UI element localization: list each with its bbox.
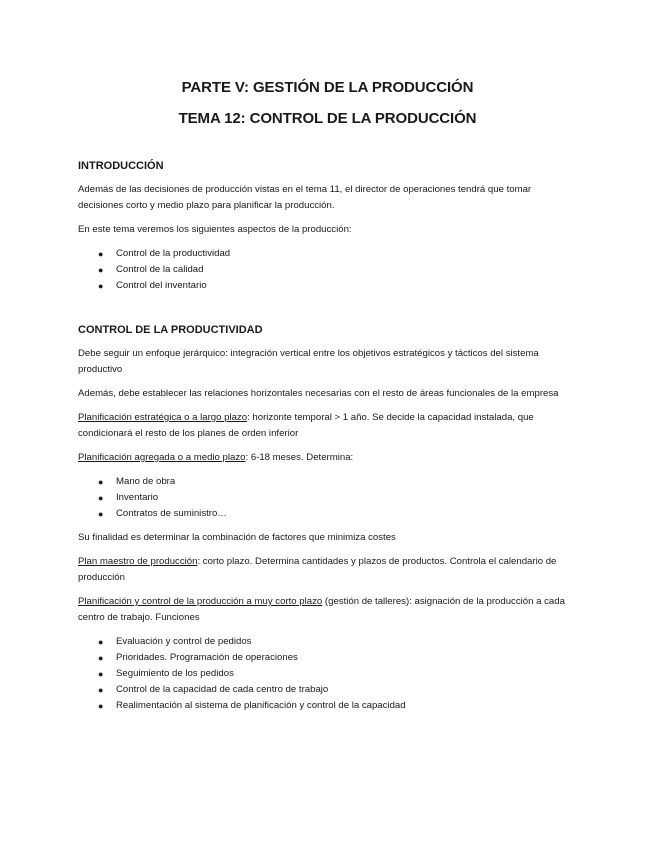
bullet-icon: ● bbox=[98, 637, 104, 647]
list-item: ● Contratos de suministro… bbox=[98, 506, 577, 522]
master-plan-paragraph: Plan maestro de producción: corto plazo. Determina cantidades y plazos de productos. Controla el calendario de producción bbox=[78, 556, 557, 583]
bullet-icon: ● bbox=[98, 509, 104, 519]
list-item: ● Control de la capacidad de cada centro de trabajo bbox=[98, 682, 577, 698]
bullet-icon: ● bbox=[98, 701, 104, 711]
list-item: ● Seguimiento de los pedidos bbox=[98, 666, 577, 682]
bullet-icon: ● bbox=[98, 653, 104, 663]
bullet-icon: ● bbox=[98, 669, 104, 679]
list-item: ● Control del inventario bbox=[98, 278, 577, 294]
list-item: ● Control de la calidad bbox=[98, 262, 577, 278]
list-item: ● Evaluación y control de pedidos bbox=[98, 634, 577, 650]
productivity-heading: CONTROL DE LA PRODUCTIVIDAD bbox=[78, 324, 263, 336]
productivity-paragraph-2: Además, debe establecer las relaciones horizontales necesarias con el resto de áreas funcionales de la empresa bbox=[78, 388, 559, 399]
bullet-icon: ● bbox=[98, 249, 104, 259]
strategic-planning-label: Planificación estratégica o a largo plazo bbox=[78, 412, 248, 423]
short-term-paragraph: Planificación y control de la producción a muy corto plazo (gestión de talleres): asignación de la producción a cada centro de trabajo. Funciones bbox=[78, 596, 565, 623]
bullet-icon: ● bbox=[98, 477, 104, 487]
list-item: ● Inventario bbox=[98, 490, 577, 506]
strategic-planning-paragraph: Planificación estratégica o a largo plazo: horizonte temporal > 1 año. Se decide la capacidad instalada, que condicionará el resto de los planes de orden inferior bbox=[78, 412, 534, 439]
bullet-icon: ● bbox=[98, 265, 104, 275]
bullet-icon: ● bbox=[98, 281, 104, 291]
aggregate-purpose-paragraph: Su finalidad es determinar la combinación de factores que minimiza costes bbox=[78, 532, 396, 543]
master-plan-label: Plan maestro de producción bbox=[78, 556, 198, 567]
bullet-icon: ● bbox=[98, 685, 104, 695]
list-item: ● Prioridades. Programación de operaciones bbox=[98, 650, 577, 666]
intro-heading: INTRODUCCIÓN bbox=[78, 160, 164, 172]
document-body bbox=[78, 160, 577, 722]
productivity-paragraph-1: Debe seguir un enfoque jerárquico: integración vertical entre los objetivos estratégicos y tácticos del sistema productivo bbox=[78, 348, 539, 375]
intro-paragraph-2: En este tema veremos los siguientes aspectos de la producción: bbox=[78, 224, 352, 235]
bullet-icon: ● bbox=[98, 493, 104, 503]
list-item: ● Control de la productividad bbox=[98, 246, 577, 262]
aggregate-planning-paragraph: Planificación agregada o a medio plazo: 6-18 meses. Determina: bbox=[78, 452, 354, 463]
aggregate-list bbox=[78, 474, 577, 522]
list-item: ● Realimentación al sistema de planificación y control de la capacidad bbox=[98, 698, 577, 714]
part-title: PARTE V: GESTIÓN DE LA PRODUCCIÓN bbox=[181, 79, 474, 96]
list-item: ● Mano de obra bbox=[98, 474, 577, 490]
topic-title: TEMA 12: CONTROL DE LA PRODUCCIÓN bbox=[178, 110, 477, 127]
aggregate-planning-label: Planificación agregada o a medio plazo bbox=[78, 452, 246, 463]
short-term-label: Planificación y control de la producción a muy corto plazo bbox=[78, 596, 323, 607]
short-term-list bbox=[78, 634, 577, 714]
intro-paragraph-1: Además de las decisiones de producción vistas en el tema 11, el director de operaciones tendrá que tomar decisiones corto y medio plazo para planificar la producción. bbox=[78, 184, 532, 211]
intro-list bbox=[78, 246, 577, 294]
